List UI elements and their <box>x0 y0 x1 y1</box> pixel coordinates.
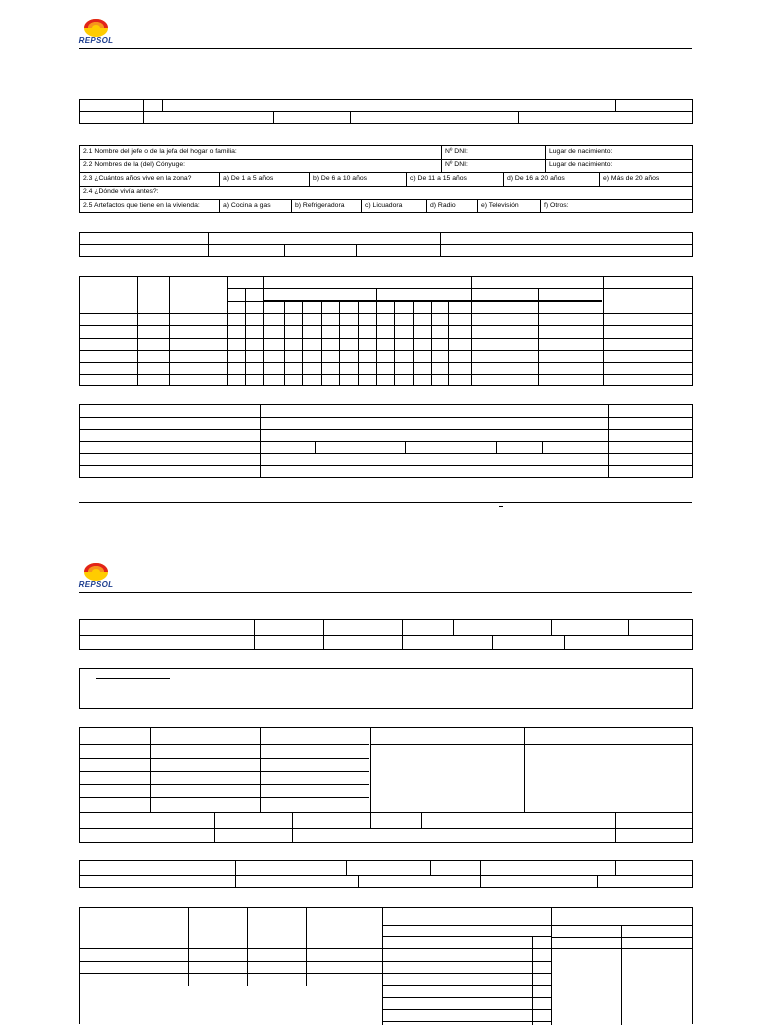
general-data-table <box>79 99 693 124</box>
appliance-option-f[interactable]: f) Otros: <box>544 202 569 209</box>
years-option-a[interactable]: a) De 1 a 5 años <box>223 175 274 182</box>
header-rule-2 <box>79 592 692 593</box>
members-detail-table <box>79 727 693 843</box>
location-table <box>79 619 693 650</box>
signature-rule <box>79 502 692 503</box>
services-table <box>79 404 693 478</box>
years-option-c[interactable]: c) De 11 a 15 años <box>410 175 467 182</box>
repsol-logo <box>76 14 116 46</box>
years-option-b[interactable]: b) De 6 a 10 años <box>313 175 368 182</box>
birthplace-label-2-1: Lugar de nacimiento: <box>549 148 613 155</box>
family-section-table <box>79 145 693 213</box>
page-marker-dash <box>499 506 503 507</box>
repsol-wordmark: REPSOL <box>78 36 114 45</box>
appliance-option-e[interactable]: e) Televisión <box>481 202 519 209</box>
repsol-flame-icon-2 <box>76 558 116 582</box>
repsol-logo-2 <box>76 558 116 590</box>
question-2-2: 2.2 Nombres de la (del) Cónyuge: <box>83 161 186 168</box>
income-table <box>79 907 693 1024</box>
question-2-3: 2.3 ¿Cuántos años vive en la zona? <box>83 175 192 182</box>
observations-underline <box>96 678 170 679</box>
dni-label-2-2: Nº DNI: <box>445 161 468 168</box>
observations-box <box>79 668 693 709</box>
birthplace-label-2-2: Lugar de nacimiento: <box>549 161 613 168</box>
repsol-wordmark-2: REPSOL <box>78 580 114 589</box>
housing-table <box>79 232 693 257</box>
header-rule <box>79 48 692 49</box>
activity-table <box>79 860 693 888</box>
appliance-option-d[interactable]: d) Radio <box>430 202 456 209</box>
question-2-5: 2.5 Artefactos que tiene en la vivienda: <box>83 202 200 209</box>
appliance-option-c[interactable]: c) Licuadora <box>365 202 403 209</box>
repsol-flame-icon <box>76 14 116 38</box>
household-members-table <box>79 276 693 386</box>
appliance-option-a[interactable]: a) Cocina a gas <box>223 202 271 209</box>
question-2-4: 2.4 ¿Dónde vivía antes?: <box>83 188 159 195</box>
dni-label-2-1: Nº DNI: <box>445 148 468 155</box>
years-option-d[interactable]: d) De 16 a 20 años <box>507 175 565 182</box>
appliance-option-b[interactable]: b) Refrigeradora <box>295 202 345 209</box>
question-2-1: 2.1 Nombre del jefe o de la jefa del hogar o familia: <box>83 148 237 155</box>
years-option-e[interactable]: e) Más de 20 años <box>603 175 660 182</box>
